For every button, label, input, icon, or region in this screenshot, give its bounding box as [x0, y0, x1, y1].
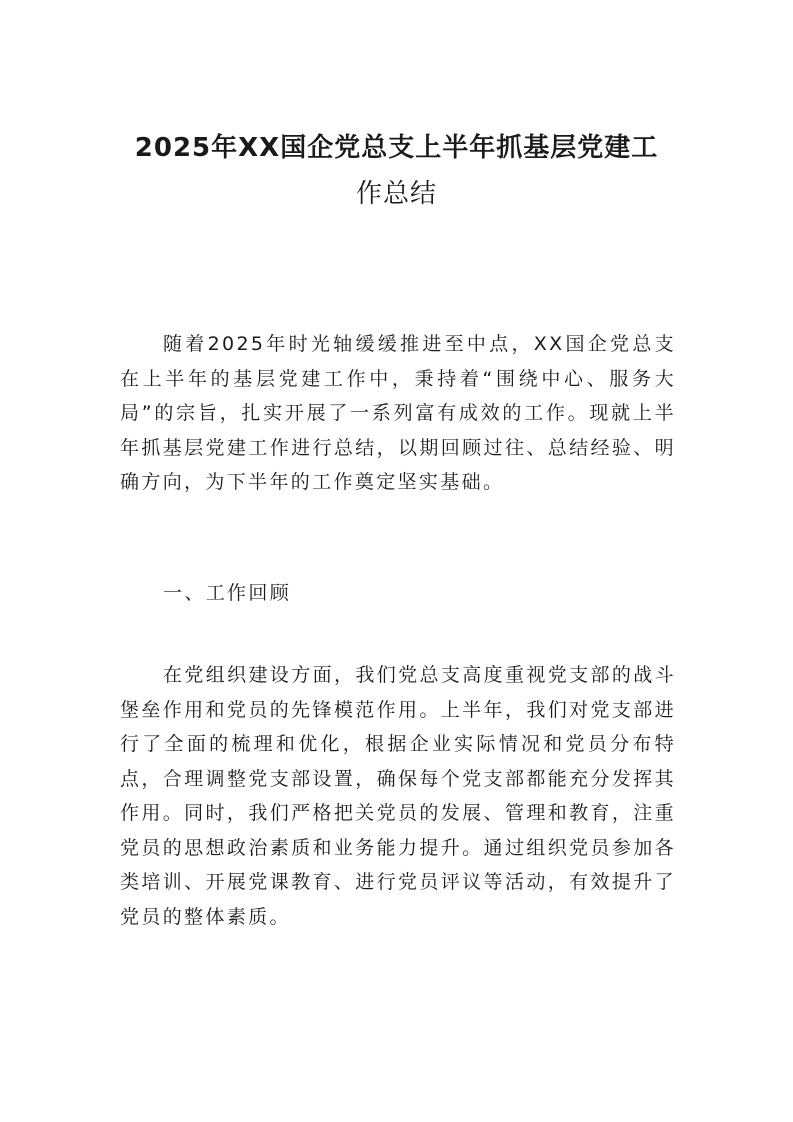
document-title: 2025年XX国企党总支上半年抓基层党建工: [134, 133, 659, 163]
intro-paragraph: 随着2025年时光轴缓缓推进至中点，XX国企党总支在上半年的基层党建工作中，秉持着“围绕中心、服务大局”的宗旨，扎实开展了一系列富有成效的工作。现就上半年抓基层党建工作进行总结，以期回顾过往、总结经验、明确方向，为下半年的工作奠定坚实基础。: [120, 333, 676, 493]
body-paragraph: 在党组织建设方面，我们党总支高度重视党支部的战斗堡垒作用和党员的先锋模范作用。上半年，我们对党支部进行了全面的梳理和优化，根据企业实际情况和党员分布特点，合理调整党支部设置，确保每个党支部都能充分发挥其作用。同时，我们严格把关党员的发展、管理和教育，注重党员的思想政治素质和业务能力提升。通过组织党员参加各类培训、开展党课教育、进行党员评议等活动，有效提升了党员的整体素质。: [120, 664, 676, 928]
document-title-continued: 作总结: [355, 179, 437, 209]
section-heading: 一、工作回顾: [163, 582, 292, 604]
